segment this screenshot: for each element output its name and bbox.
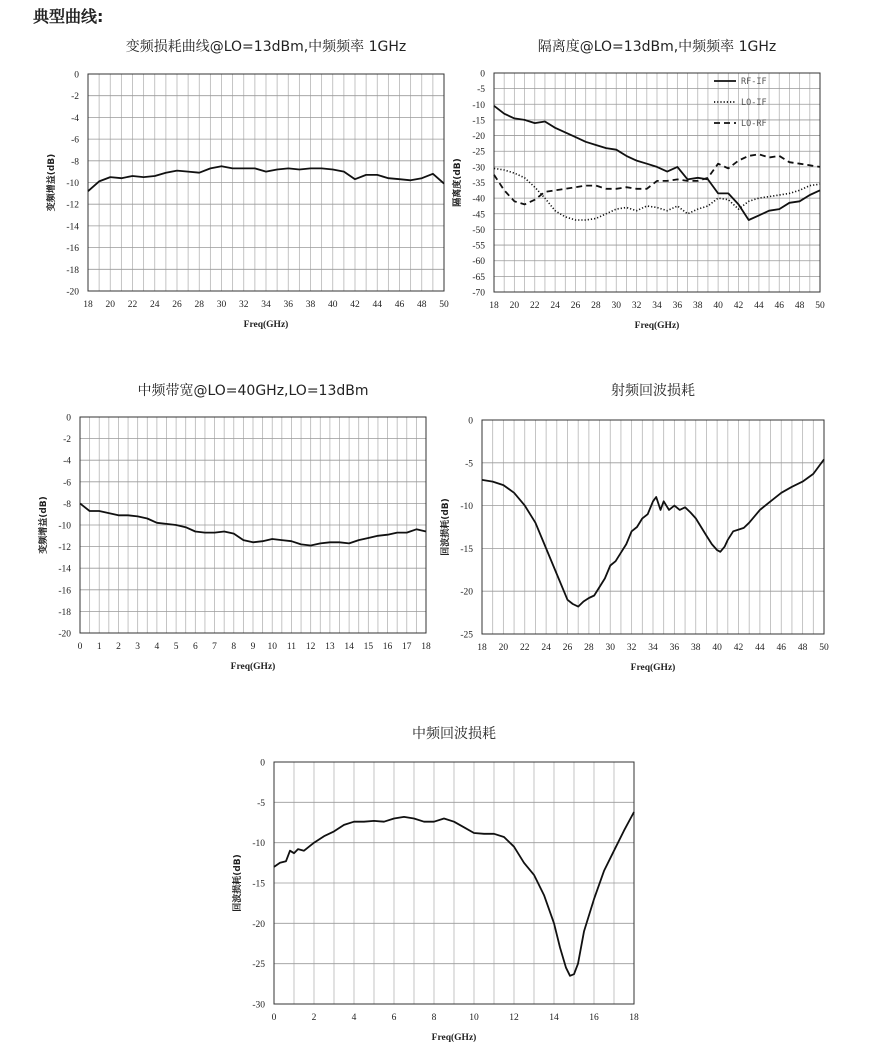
- chart2-ytick: -10: [472, 100, 485, 111]
- chart5-ytick: -30: [252, 1000, 265, 1011]
- chart3-ytick: 0: [66, 413, 71, 424]
- chart2-ytick: -40: [472, 194, 485, 205]
- chart3-xtick: 17: [402, 642, 412, 652]
- chart4-xtick: 50: [819, 643, 829, 653]
- chart2-xtick: 48: [794, 301, 805, 311]
- chart1-xtick: 38: [305, 300, 316, 310]
- chart1-xtick: 36: [283, 300, 293, 310]
- chart2-xtick: 30: [611, 301, 621, 311]
- chart3-xtick: 9: [250, 642, 256, 652]
- chart5-ytick: -20: [252, 919, 265, 930]
- chart2-ytick: -50: [472, 225, 485, 236]
- chart4-xtick: 24: [541, 643, 551, 653]
- chart3-ytick: -20: [58, 629, 71, 640]
- chart3-ytick: -6: [63, 478, 71, 489]
- chart1-ytick: -8: [71, 157, 79, 168]
- chart2-xtick: 32: [631, 301, 642, 311]
- chart5-ylabel: 回波损耗(dB): [233, 854, 243, 912]
- chart5-xtick: 18: [629, 1013, 639, 1023]
- chart2-legend-label: LO-RF: [741, 119, 767, 129]
- chart2-ytick: 0: [480, 69, 485, 80]
- chart1-xtick: 42: [350, 300, 360, 310]
- chart4-xtick: 22: [520, 643, 530, 653]
- chart4-xtick: 34: [648, 643, 658, 653]
- chart3-xtick: 7: [212, 642, 217, 652]
- chart4-xtick: 38: [691, 643, 701, 653]
- chart2-xtick: 36: [672, 301, 683, 311]
- chart2-xtick: 34: [652, 301, 662, 311]
- chart2-ytick: -25: [472, 147, 485, 158]
- chart5-xtick: 4: [351, 1013, 357, 1023]
- chart3-ytick: -8: [63, 499, 71, 510]
- chart2-ytick: -45: [472, 210, 485, 221]
- chart4-ytick: -20: [460, 587, 473, 598]
- chart3-title: 中频带宽@LO=40GHz,LO=13dBm: [137, 383, 369, 399]
- chart4-xtick: 46: [776, 643, 786, 653]
- chart1-ytick: -18: [66, 265, 79, 276]
- chart5-title: 中频回波损耗: [412, 726, 496, 742]
- chart3-xtick: 6: [192, 642, 198, 652]
- chart4-ylabel: 回波损耗(dB): [441, 498, 451, 556]
- chart1-xtick: 24: [150, 300, 160, 310]
- chart5-xtick: 10: [469, 1013, 479, 1023]
- chart4-ytick: -25: [460, 630, 473, 641]
- chart2-xtick: 38: [693, 301, 703, 311]
- chart2-ytick: -30: [472, 163, 485, 174]
- chart4-xtick: 30: [605, 643, 615, 653]
- chart2-ytick: -65: [472, 272, 485, 283]
- chart3-ytick: -2: [63, 435, 71, 446]
- chart5-xtick: 6: [391, 1013, 397, 1023]
- chart2-xlabel: Freq(GHz): [634, 321, 680, 331]
- chart2-ylabel: 隔离度(dB): [453, 158, 463, 207]
- chart1-ytick: -14: [66, 222, 79, 233]
- chart3-ytick: -4: [63, 456, 71, 467]
- chart3-xtick: 12: [305, 642, 316, 652]
- chart3-ytick: -18: [58, 607, 71, 618]
- chart5-xtick: 2: [311, 1013, 317, 1023]
- chart3-xtick: 16: [382, 642, 393, 652]
- chart2-xtick: 22: [530, 301, 540, 311]
- chart1-ytick: -6: [71, 135, 79, 146]
- chart3-ytick: -16: [58, 586, 71, 597]
- chart4-ytick: -5: [465, 459, 473, 470]
- chart3-xtick: 18: [421, 642, 431, 652]
- chart1-title: 变频损耗曲线@LO=13dBm,中频频率 1GHz: [125, 39, 407, 55]
- chart4-xtick: 18: [477, 643, 487, 653]
- chart2-legend-label: RF-IF: [741, 77, 767, 87]
- chart2-ytick: -15: [472, 116, 485, 127]
- page-heading: 典型曲线:: [33, 7, 104, 26]
- chart2-title: 隔离度@LO=13dBm,中频频率 1GHz: [537, 39, 777, 55]
- chart4-xlabel: Freq(GHz): [630, 663, 676, 673]
- chart5-ytick: 0: [260, 758, 265, 769]
- chart2-legend-label: LO-IF: [741, 98, 767, 108]
- chart1-xlabel: Freq(GHz): [243, 320, 289, 330]
- chart3-xtick: 13: [325, 642, 335, 652]
- chart4-title: 射频回波损耗: [611, 383, 695, 399]
- chart3-xtick: 2: [116, 642, 121, 652]
- chart3-xtick: 0: [77, 642, 83, 652]
- chart3-xtick: 8: [231, 642, 237, 652]
- chart1-xtick: 22: [127, 300, 138, 310]
- chart3-xtick: 14: [344, 642, 354, 652]
- chart2-xtick: 40: [713, 301, 723, 311]
- chart1-xtick: 40: [328, 300, 338, 310]
- chart3-xtick: 11: [286, 642, 297, 652]
- chart1-xtick: 44: [372, 300, 382, 310]
- chart5-xlabel: Freq(GHz): [431, 1033, 477, 1043]
- chart2-xtick: 24: [550, 301, 560, 311]
- chart5-ytick: -10: [252, 839, 265, 850]
- chart5-xtick: 16: [589, 1013, 599, 1023]
- chart1-xtick: 18: [83, 300, 93, 310]
- chart3-ytick: -12: [58, 543, 71, 554]
- chart2-ytick: -55: [472, 241, 485, 252]
- chart3-xtick: 15: [363, 642, 374, 652]
- chart4-group: [439, 417, 829, 674]
- chart1-xtick: 48: [417, 300, 427, 310]
- chart3-xtick: 10: [267, 642, 277, 652]
- chart3-group: [37, 414, 431, 673]
- chart4-xtick: 48: [797, 643, 808, 653]
- chart1-ytick: 0: [74, 70, 79, 81]
- chart1-xtick: 30: [216, 300, 227, 310]
- chart2-ytick: -20: [472, 132, 485, 143]
- chart5-ytick: -5: [257, 798, 265, 809]
- chart4-xtick: 32: [626, 643, 637, 653]
- chart3-xtick: 5: [173, 642, 179, 652]
- chart1-xtick: 28: [194, 300, 204, 310]
- chart3-xtick: 1: [96, 642, 102, 652]
- chart2-xtick: 26: [570, 301, 581, 311]
- chart1-ytick: -16: [66, 244, 79, 255]
- chart4-xtick: 36: [669, 643, 680, 653]
- chart5-group: [231, 759, 639, 1044]
- chart2-xtick: 18: [489, 301, 499, 311]
- chart4-xtick: 20: [498, 643, 509, 653]
- chart1-xtick: 34: [261, 300, 271, 310]
- chart4-ytick: -10: [460, 502, 473, 513]
- chart1-ylabel: 变频增益(dB): [47, 153, 57, 212]
- chart5-ytick: -15: [252, 879, 265, 890]
- chart4-xtick: 40: [712, 643, 722, 653]
- chart1-xtick: 26: [172, 300, 182, 310]
- chart2-ytick: -35: [472, 179, 485, 189]
- chart3-ytick: -10: [58, 521, 71, 532]
- chart1-group: [45, 71, 449, 331]
- chart1-ytick: -20: [66, 287, 79, 298]
- chart1-ytick: -10: [66, 179, 79, 189]
- chart4-xtick: 26: [562, 643, 573, 653]
- chart5-xtick: 14: [549, 1013, 559, 1023]
- chart4-xtick: 28: [584, 643, 594, 653]
- chart1-xtick: 20: [105, 300, 115, 310]
- chart5-xtick: 8: [431, 1013, 437, 1023]
- chart5-xtick: 0: [271, 1013, 277, 1023]
- chart1-xtick: 50: [439, 300, 449, 310]
- chart3-ylabel: 变频增益(dB): [39, 496, 49, 554]
- chart3-xtick: 4: [154, 642, 160, 652]
- chart1-ytick: -4: [71, 113, 79, 124]
- chart3-xtick: 3: [135, 642, 141, 652]
- chart2-xtick: 20: [509, 301, 520, 311]
- chart2-ytick: -5: [477, 85, 485, 96]
- chart2-xtick: 42: [733, 301, 744, 311]
- chart3-ytick: -14: [58, 564, 71, 575]
- chart2-xtick: 50: [815, 301, 825, 311]
- chart2-ytick: -60: [472, 257, 485, 268]
- chart5-xtick: 12: [509, 1013, 519, 1023]
- chart2-xtick: 44: [754, 301, 764, 311]
- chart1-ytick: -12: [66, 200, 79, 211]
- chart2-group: [451, 70, 825, 332]
- chart4-xtick: 42: [733, 643, 744, 653]
- chart1-xtick: 32: [239, 300, 249, 310]
- chart2-xtick: 46: [774, 301, 784, 311]
- chart1-ytick: -2: [71, 92, 79, 103]
- chart1-xtick: 46: [394, 300, 405, 310]
- chart2-ytick: -70: [472, 288, 485, 299]
- chart3-xlabel: Freq(GHz): [230, 662, 276, 672]
- chart4-xtick: 44: [755, 643, 765, 653]
- chart4-ytick: -15: [460, 544, 473, 555]
- chart4-ytick: 0: [468, 416, 473, 427]
- chart2-xtick: 28: [591, 301, 601, 311]
- chart5-ytick: -25: [252, 960, 265, 971]
